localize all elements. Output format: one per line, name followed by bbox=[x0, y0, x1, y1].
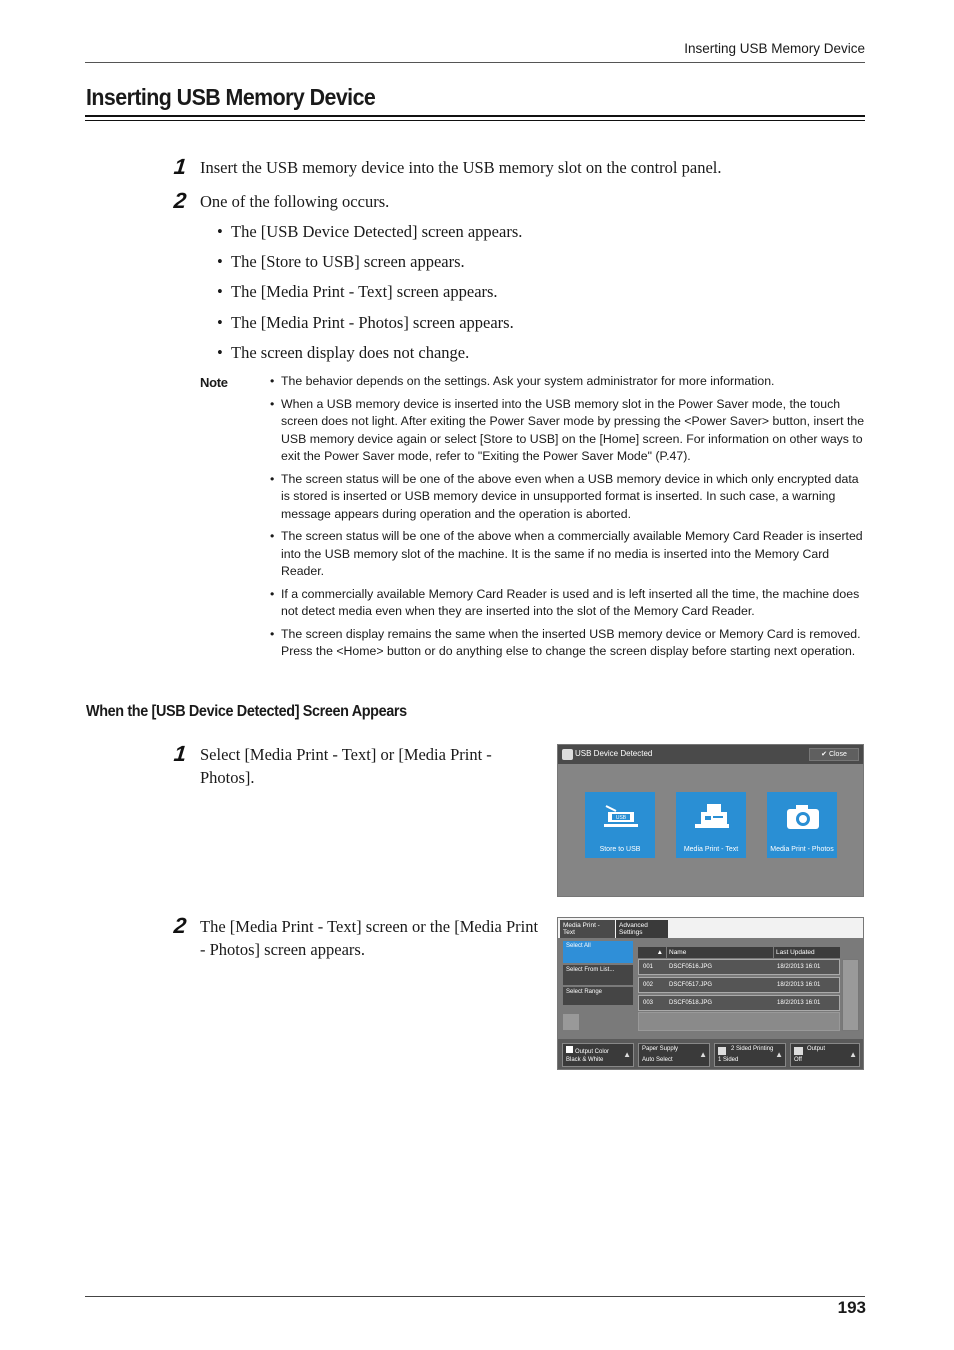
sort-button[interactable] bbox=[638, 947, 666, 958]
tab-media-print-text[interactable]: Media Print - Text bbox=[560, 920, 615, 938]
paper-supply-button[interactable]: Paper Supply Auto Select ▲ bbox=[638, 1043, 710, 1067]
page-number: 193 bbox=[837, 1298, 866, 1317]
step-number: 2 bbox=[172, 913, 188, 938]
note-item: • The screen status will be one of the above even when a USB memory device in which only encrypted data is stored is inserted or USB memory device in unsupported format is inserted. In such case, a warning message appears during operation and the operation is aborted. bbox=[270, 471, 866, 524]
column-header-last-updated[interactable]: Last Updated bbox=[774, 947, 840, 958]
usb-store-icon bbox=[602, 802, 640, 830]
triangle-up-icon: ▲ bbox=[623, 1050, 631, 1059]
footer-rule bbox=[85, 1296, 865, 1297]
usb-icon bbox=[562, 749, 573, 760]
output-tray-icon bbox=[794, 1047, 803, 1055]
step-text: The [Media Print - Text] screen or the [Media Print - Photos] screen appears. bbox=[200, 917, 539, 959]
running-head: Inserting USB Memory Device bbox=[684, 41, 865, 56]
triangle-up-icon: ▲ bbox=[656, 949, 663, 956]
close-button[interactable]: ✔ Close bbox=[809, 748, 859, 761]
output-color-button[interactable]: Output Color Black & White ▲ bbox=[562, 1043, 634, 1067]
triangle-up-icon: ▲ bbox=[699, 1050, 707, 1059]
checkbox[interactable] bbox=[563, 1014, 579, 1030]
screen-title-bar bbox=[558, 745, 863, 764]
step-text: Select [Media Print - Text] or [Media Print - Photos]. bbox=[200, 745, 492, 787]
step-number: 1 bbox=[172, 741, 188, 766]
note-list bbox=[270, 373, 866, 666]
title-rule bbox=[85, 115, 865, 117]
camera-icon bbox=[784, 802, 822, 832]
media-print-text-screenshot bbox=[557, 917, 864, 1070]
list-item: • The [USB Device Detected] screen appears. bbox=[217, 222, 523, 241]
media-print-text-button[interactable] bbox=[676, 792, 746, 858]
store-to-usb-button[interactable] bbox=[585, 792, 655, 858]
note-item: • The screen status will be one of the above when a commercially available Memory Card Reader is inserted into the USB memory slot of the machine. It is the same if no media is inserted into the Memory Card Reader. bbox=[270, 528, 866, 581]
color-swatch-icon bbox=[566, 1046, 573, 1053]
note-item: • The screen display remains the same when the inserted USB memory device or Memory Card is removed. Press the <Home> button or do anything else to change the screen display before starting next operation. bbox=[270, 626, 866, 661]
select-all-button[interactable]: Select All bbox=[563, 941, 633, 963]
list-item: • The [Media Print - Text] screen appears. bbox=[217, 282, 498, 301]
title-rule-thin bbox=[85, 120, 865, 121]
list-item: • The screen display does not change. bbox=[217, 343, 470, 362]
duplex-icon bbox=[718, 1047, 726, 1055]
screen-title: USB Device Detected bbox=[575, 749, 653, 758]
step-text: One of the following occurs. bbox=[200, 192, 390, 211]
section-heading: When the [USB Device Detected] Screen Appears bbox=[86, 703, 407, 720]
step-text: Insert the USB memory device into the USB memory slot on the control panel. bbox=[200, 158, 722, 177]
svg-text:USB: USB bbox=[615, 815, 627, 821]
note-item: • If a commercially available Memory Card Reader is used and is left inserted all the time, the machine does not detect media even when they are inserted into the slot of the Memory Card Reader. bbox=[270, 586, 866, 621]
triangle-up-icon: ▲ bbox=[849, 1050, 857, 1059]
tab-advanced-settings[interactable]: Advanced Settings bbox=[616, 920, 668, 938]
media-print-text-icon bbox=[693, 802, 731, 832]
tile-label: Store to USB bbox=[599, 846, 641, 853]
tile-label: Media Print - Photos bbox=[770, 846, 834, 853]
list-item: • The [Media Print - Photos] screen appears. bbox=[217, 313, 514, 332]
table-row[interactable]: 002 DSCF0517.JPG 18/2/2013 16:01 bbox=[638, 977, 840, 993]
note-item: • When a USB memory device is inserted into the USB memory slot in the Power Saver mode, the touch screen does not light. After exiting the Power Saver mode by pressing the <Power Saver> button, insert the USB memory device again or select [Store to USB] on the [Home] screen. For information on other ways to exit the Power Saver mode, refer to "Exiting the Power Saver Mode" (P.47). bbox=[270, 396, 866, 466]
column-header-name[interactable]: Name bbox=[667, 947, 773, 958]
list-item: • The [Store to USB] screen appears. bbox=[217, 252, 465, 271]
select-range-button[interactable]: Select Range bbox=[563, 987, 633, 1005]
scrollbar[interactable] bbox=[842, 959, 859, 1031]
table-row[interactable]: 001 DSCF0516.JPG 18/2/2013 16:01 bbox=[638, 959, 840, 975]
tile-label: Media Print - Text bbox=[683, 846, 739, 853]
media-print-photos-button[interactable] bbox=[767, 792, 837, 858]
select-from-list-button[interactable]: Select From List... bbox=[563, 965, 633, 985]
triangle-up-icon: ▲ bbox=[775, 1050, 783, 1059]
step-number: 1 bbox=[172, 154, 188, 179]
note-label: Note bbox=[200, 375, 228, 390]
output-button[interactable]: Output Off ▲ bbox=[790, 1043, 860, 1067]
two-sided-printing-button[interactable]: 2 Sided Printing 1 Sided ▲ bbox=[714, 1043, 786, 1067]
step-number: 2 bbox=[172, 188, 188, 213]
table-row[interactable]: 003 DSCF0518.JPG 18/2/2013 16:01 bbox=[638, 995, 840, 1011]
page-title: Inserting USB Memory Device bbox=[86, 84, 376, 110]
header-rule bbox=[85, 62, 865, 63]
usb-device-detected-screenshot bbox=[557, 744, 864, 897]
note-item: • The behavior depends on the settings. Ask your system administrator for more information. bbox=[270, 373, 866, 391]
bottom-bar bbox=[558, 1039, 863, 1069]
